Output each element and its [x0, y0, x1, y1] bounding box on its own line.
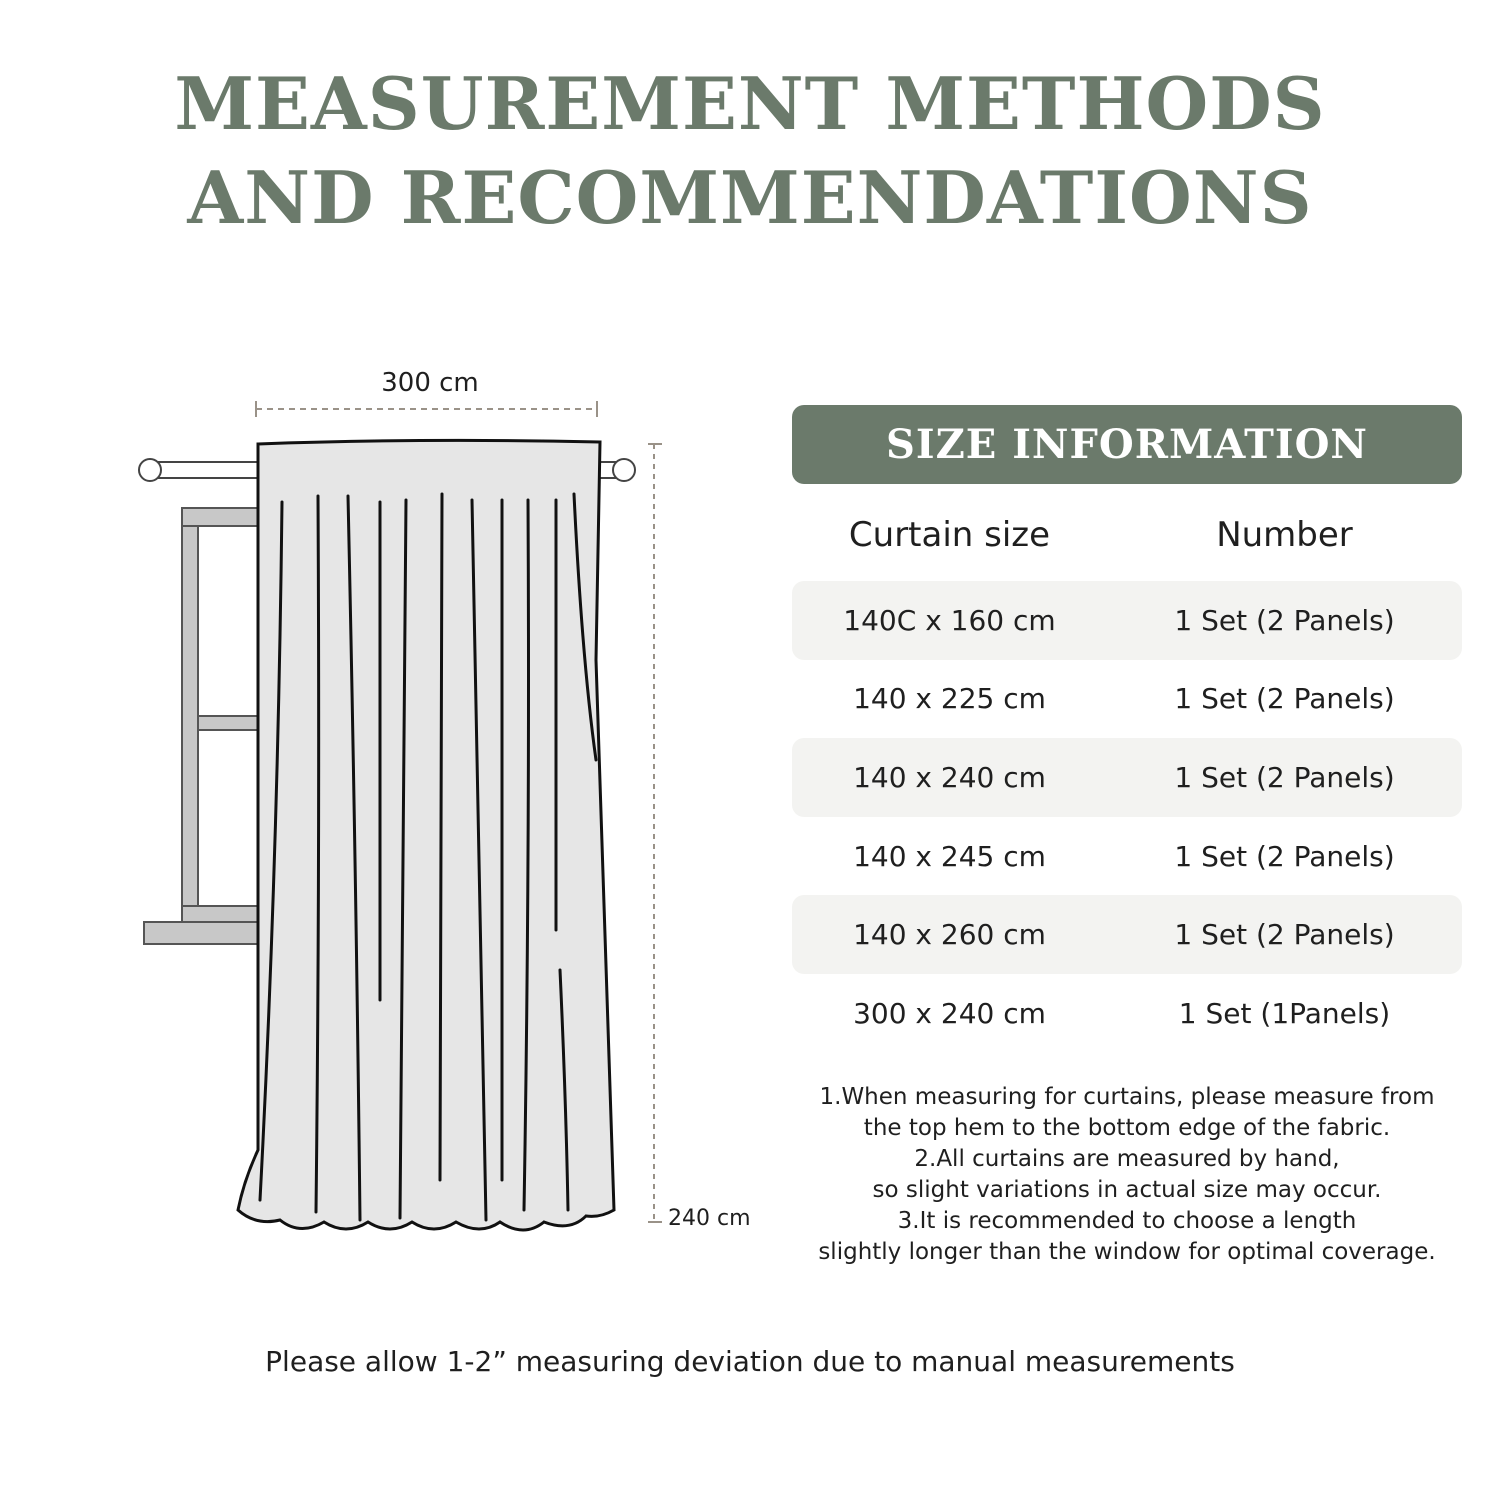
note-line: the top hem to the bottom edge of the fabric.: [863, 1115, 1391, 1141]
page-title-line-1: MEASUREMENT METHODS: [174, 61, 1326, 146]
table-row: [792, 738, 1462, 817]
column-header-curtain-size: Curtain size: [848, 515, 1051, 555]
number-cell: 1 Set (2 Panels): [1174, 918, 1395, 952]
curtain-size-cell: 140 x 245 cm: [853, 839, 1046, 873]
measurement-notes: [792, 1082, 1462, 1268]
column-header-number: Number: [1216, 515, 1353, 555]
curtain-size-cell: 140 x 225 cm: [853, 682, 1046, 716]
table-row: [792, 660, 1462, 739]
window-frame: [144, 508, 274, 944]
note-line: so slight variations in actual size may occur.: [872, 1177, 1382, 1203]
table-row: [792, 974, 1462, 1053]
note-line: 2.All curtains are measured by hand,: [914, 1146, 1340, 1172]
number-cell: 1 Set (2 Panels): [1174, 760, 1395, 794]
table-row: [792, 581, 1462, 660]
height-dimension-label: 240 cm: [668, 1206, 751, 1231]
curtain-size-cell: 300 x 240 cm: [853, 996, 1046, 1030]
page-title-line-2: AND RECOMMENDATIONS: [187, 155, 1313, 240]
note-line: 1.When measuring for curtains, please measure from: [819, 1084, 1435, 1110]
height-dimension-line: [648, 444, 662, 1222]
width-dimension-line: [256, 401, 597, 417]
number-cell: 1 Set (1Panels): [1178, 996, 1391, 1030]
size-information-title: SIZE INFORMATION: [886, 421, 1368, 468]
note-line: slightly longer than the window for optimal coverage.: [818, 1239, 1436, 1265]
size-table: [792, 581, 1462, 1053]
table-row: [792, 817, 1462, 896]
curtain-size-cell: 140 x 240 cm: [853, 760, 1046, 794]
deviation-note: Please allow 1-2” measuring deviation due to manual measurements: [265, 1345, 1235, 1378]
curtain-panel: [238, 440, 614, 1230]
curtain-size-cell: 140C x 160 cm: [843, 603, 1056, 637]
curtain-size-cell: 140 x 260 cm: [853, 918, 1046, 952]
size-information-header: [792, 405, 1462, 484]
note-line: 3.It is recommended to choose a length: [897, 1208, 1357, 1234]
width-dimension-label: 300 cm: [381, 368, 479, 398]
number-cell: 1 Set (2 Panels): [1174, 839, 1395, 873]
number-cell: 1 Set (2 Panels): [1174, 682, 1395, 716]
number-cell: 1 Set (2 Panels): [1174, 603, 1395, 637]
table-row: [792, 895, 1462, 974]
curtain-illustration: [120, 360, 780, 1260]
